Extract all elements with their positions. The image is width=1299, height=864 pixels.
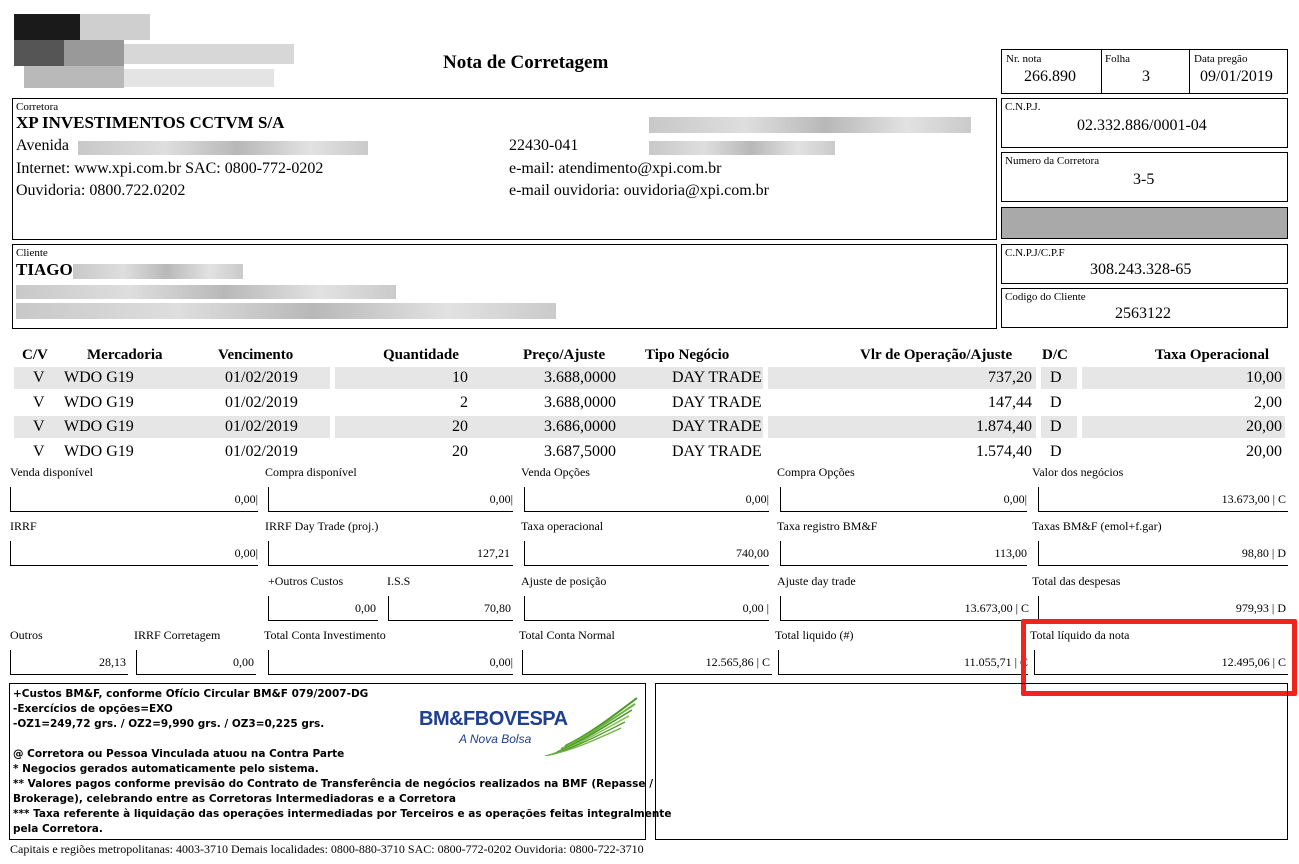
table-row-tipo: DAY TRADE (672, 369, 762, 386)
cliente-label: Cliente (16, 247, 48, 259)
venda-opcoes-label: Venda Opções (521, 465, 590, 479)
corretora-name: XP INVESTIMENTOS CCTVM S/A (16, 113, 285, 132)
taxas-bmf-label: Taxas BM&F (emol+f.gar) (1032, 519, 1162, 533)
total-conta-normal-label: Total Conta Normal (519, 628, 615, 642)
cpf-label: C.N.P.J/C.P.F (1005, 247, 1065, 259)
col-cv: C/V (22, 347, 48, 363)
table-row-preco: 3.688,0000 (544, 369, 616, 386)
col-dc: D/C (1042, 347, 1068, 363)
note-line: pela Corretora. (13, 823, 103, 835)
total-liquido-label: Total liquido (#) (775, 628, 854, 642)
compra-disponivel-value: 0,00| (489, 492, 513, 506)
redacted-client-address (16, 285, 396, 299)
irrf-value: 0,00| (234, 546, 258, 560)
cnpj-value: 02.332.886/0001-04 (1077, 117, 1207, 134)
col-preco: Preço/Ajuste (523, 347, 606, 363)
redacted-city (649, 117, 971, 133)
col-vencimento: Vencimento (218, 347, 294, 363)
total-conta-normal-value: 12.565,86 | C (705, 655, 770, 669)
numero-corretora-value: 3-5 (1133, 171, 1155, 188)
corretora-email-ouvidoria: e-mail ouvidoria: ouvidoria@xpi.com.br (509, 182, 770, 199)
redacted-phone (649, 141, 835, 155)
redacted-address (78, 141, 368, 155)
ajuste-day-trade-value: 13.673,00 | C (964, 601, 1029, 615)
venda-disponivel-label: Venda disponível (10, 465, 93, 479)
codigo-cliente-label: Codigo do Cliente (1005, 291, 1086, 303)
col-valor: Vlr de Operação/Ajuste (860, 347, 1013, 363)
note-line: +Custos BM&F, conforme Ofício Circular BM&F 079/2007-DG (13, 688, 369, 700)
taxa-registro-label: Taxa registro BM&F (777, 519, 878, 533)
table-row-quantidade: 2 (460, 394, 468, 411)
taxa-registro-value: 113,00 (994, 546, 1027, 560)
table-row-taxa: 20,00 (1246, 418, 1282, 435)
table-row-preco: 3.686,0000 (544, 418, 616, 435)
corretora-ouvidoria: Ouvidoria: 0800.722.0202 (16, 182, 186, 199)
taxa-operacional-label: Taxa operacional (521, 519, 604, 533)
table-row-vencimento: 01/02/2019 (225, 369, 298, 386)
irrf-corretagem-label: IRRF Corretagem (134, 628, 221, 642)
ajuste-posicao-label: Ajuste de posição (521, 574, 607, 588)
logo-name: BM&FBOVESPA (419, 708, 568, 730)
redacted-client-name (73, 264, 243, 279)
numero-corretora-label: Numero da Corretora (1005, 155, 1100, 167)
nr-nota-value: 266.890 (1024, 68, 1076, 85)
table-row-preco: 3.687,5000 (544, 443, 616, 460)
corretora-internet: Internet: www.xpi.com.br SAC: 0800-772-0202 (16, 160, 324, 177)
corretora-cep: 22430-041 (509, 137, 579, 154)
total-liquido-nota-value: 12.495,06 | C (1221, 655, 1286, 669)
table-row-valor: 737,20 (988, 369, 1032, 386)
folha-label: Folha (1105, 53, 1131, 65)
iss-value: 70,80 (484, 601, 511, 615)
table-row-cv: V (33, 394, 45, 411)
shaded-box (1001, 207, 1288, 239)
note-line: ** Valores pagos conforme previsão do Contrato de Transferência de negócios realizados na BMF (Repasse / (13, 778, 654, 790)
total-liquido-nota-label: Total líquido da nota (1030, 628, 1130, 642)
table-row-valor: 1.574,40 (976, 443, 1032, 460)
col-mercadoria: Mercadoria (87, 347, 163, 363)
irrf-corretagem-value: 0,00 (233, 655, 254, 669)
cpf-value: 308.243.328-65 (1090, 261, 1192, 278)
corretora-address: Avenida (16, 137, 70, 154)
table-row-dc: D (1050, 369, 1062, 386)
table-row-tipo: DAY TRADE (672, 443, 762, 460)
venda-opcoes-value: 0,00| (745, 492, 769, 506)
table-row-vencimento: 01/02/2019 (225, 443, 298, 460)
bmfbovespa-logo (415, 694, 643, 756)
numero-corretora-box (1001, 152, 1288, 202)
page-title: Nota de Corretagem (443, 52, 609, 73)
compra-opcoes-label: Compra Opções (777, 465, 855, 479)
table-row-dc: D (1050, 394, 1062, 411)
irrf-label: IRRF (10, 519, 37, 533)
corretora-label: Corretora (16, 101, 59, 113)
ajuste-posicao-value: 0,00 | (742, 601, 769, 615)
logo-tagline: A Nova Bolsa (459, 732, 532, 746)
table-row-cv: V (33, 418, 45, 435)
table-row-mercadoria: WDO G19 (64, 369, 134, 386)
note-line: Brokerage), celebrando entre as Corretoras Intermediadoras e a Corretora (13, 793, 456, 805)
cnpj-label: C.N.P.J. (1005, 101, 1041, 113)
outros-custos-value: 0,00 (355, 601, 376, 615)
compra-disponivel-label: Compra disponível (265, 465, 357, 479)
nota-info-box (1001, 49, 1288, 94)
table-row-taxa: 20,00 (1246, 443, 1282, 460)
note-line: * Negocios gerados automaticamente pelo sistema. (13, 763, 319, 775)
col-taxa: Taxa Operacional (1155, 347, 1270, 363)
table-row-tipo: DAY TRADE (672, 394, 762, 411)
irrf-day-trade-label: IRRF Day Trade (proj.) (265, 519, 379, 533)
table-row-vencimento: 01/02/2019 (225, 394, 298, 411)
taxa-operacional-value: 740,00 (736, 546, 769, 560)
table-row-mercadoria: WDO G19 (64, 394, 134, 411)
table-row-quantidade: 20 (452, 418, 468, 435)
table-row-preco: 3.688,0000 (544, 394, 616, 411)
outros-value: 28,13 (99, 655, 126, 669)
table-row-quantidade: 10 (452, 369, 468, 386)
data-pregao-value: 09/01/2019 (1200, 68, 1273, 85)
table-row-dc: D (1050, 443, 1062, 460)
irrf-day-trade-value: 127,21 (477, 546, 510, 560)
ajuste-day-trade-label: Ajuste day trade (777, 574, 856, 588)
corretora-email: e-mail: atendimento@xpi.com.br (509, 160, 722, 177)
cpf-box (1001, 244, 1288, 284)
taxas-bmf-value: 98,80 | D (1241, 546, 1286, 560)
table-row-cv: V (33, 443, 45, 460)
data-pregao-label: Data pregão (1194, 53, 1248, 65)
note-line: -OZ1=249,72 grs. / OZ2=9,990 grs. / OZ3=0,225 grs. (13, 718, 325, 730)
table-row-quantidade: 20 (452, 443, 468, 460)
table-row-cv: V (33, 369, 45, 386)
cliente-name: TIAGO (16, 260, 73, 279)
note-line: @ Corretora ou Pessoa Vinculada atuou na Contra Parte (13, 748, 345, 760)
table-row-valor: 1.874,40 (976, 418, 1032, 435)
total-despesas-label: Total das despesas (1032, 574, 1121, 588)
total-conta-investimento-label: Total Conta Investimento (264, 628, 386, 642)
corretora-box (12, 98, 997, 240)
nr-nota-label: Nr. nota (1006, 53, 1042, 65)
table-row-mercadoria: WDO G19 (64, 443, 134, 460)
table-row-valor: 147,44 (988, 394, 1032, 411)
folha-value: 3 (1142, 68, 1150, 85)
table-row-mercadoria: WDO G19 (64, 418, 134, 435)
note-line: -Exercícios de opções=EXO (13, 703, 173, 715)
cnpj-box (1001, 98, 1288, 148)
codigo-cliente-box (1001, 288, 1288, 328)
redacted-client-city (16, 303, 556, 319)
total-conta-investimento-value: 0,00| (489, 655, 513, 669)
cliente-box (12, 244, 997, 329)
table-row-taxa: 10,00 (1246, 369, 1282, 386)
codigo-cliente-value: 2563122 (1115, 305, 1171, 322)
outros-custos-label: +Outros Custos (268, 574, 344, 588)
iss-label: I.S.S (387, 574, 411, 588)
table-row-vencimento: 01/02/2019 (225, 418, 298, 435)
footer-contacts: Capitais e regiões metropolitanas: 4003-3710 Demais localidades: 0800-880-3710 SAC: 0800-772-0202 Ouvidoria: 0800-722-3710 (10, 842, 644, 856)
valor-negocios-value: 13.673,00 | C (1221, 492, 1286, 506)
col-quantidade: Quantidade (383, 347, 459, 363)
venda-disponivel-value: 0,00| (234, 492, 258, 506)
total-despesas-value: 979,93 | D (1235, 601, 1286, 615)
table-row-dc: D (1050, 418, 1062, 435)
compra-opcoes-value: 0,00| (1003, 492, 1027, 506)
total-liquido-value: 11.055,71 | C (964, 655, 1028, 669)
table-row-tipo: DAY TRADE (672, 418, 762, 435)
blank-box (655, 683, 1288, 840)
note-line: *** Taxa referente à liquidação das operações intermediadas por Terceiros e as operações feitas integralmente (13, 808, 672, 820)
col-tipo: Tipo Negócio (645, 347, 730, 363)
notes-box (9, 683, 672, 840)
valor-negocios-label: Valor dos negócios (1032, 465, 1124, 479)
outros-label: Outros (10, 628, 43, 642)
table-row-taxa: 2,00 (1254, 394, 1282, 411)
redacted-logo (14, 14, 294, 94)
